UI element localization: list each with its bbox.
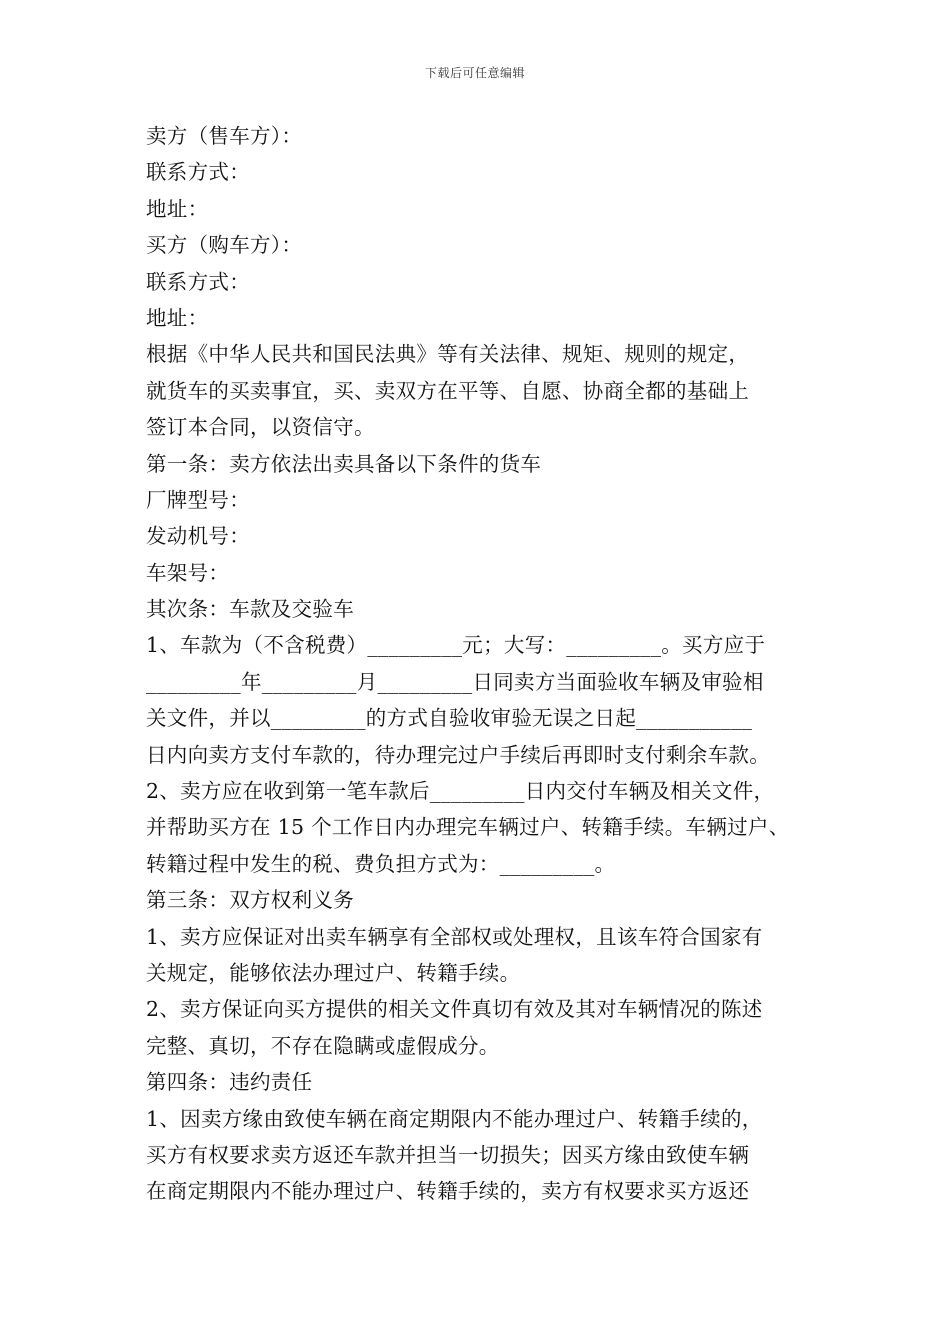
article-heading: 第一条：卖方依法出卖具备以下条件的货车 (146, 451, 542, 476)
clause-line: 关规定，能够依法办理过户、转籍手续。 (146, 960, 521, 985)
seller-label: 卖方（售车方）： (146, 124, 303, 148)
frame-number-label: 车架号： (146, 560, 230, 585)
article-heading: 第三条：双方权利义务 (146, 888, 354, 913)
clause-line: 买方有权要求卖方返还车款并担当一切损失；因买方缘由致使车辆 (146, 1142, 750, 1167)
clause-line: 完整、真切，不存在隐瞒或虚假成分。 (146, 1033, 500, 1058)
page-header-note: 下载后可任意编辑 (424, 66, 525, 80)
clause-line: _________年_________月_________日同卖方当面验收车辆及审验相 (146, 669, 764, 694)
buyer-label: 买方（购车方）： (146, 233, 303, 258)
seller-address-label: 地址： (146, 196, 209, 221)
clause-line: 日内向卖方支付车款的，待办理完过户手续后再即时支付剩余车款。 (146, 742, 770, 767)
clause-line: 转籍过程中发生的税、费负担方式为：_________。 (146, 851, 616, 876)
clause-line: 1、因卖方缘由致使车辆在商定期限内不能办理过户、转籍手续的， (146, 1106, 763, 1131)
article-heading: 第四条：违约责任 (146, 1070, 313, 1095)
seller-contact-label: 联系方式： (146, 160, 250, 185)
clause-line: 1、车款为（不含税费）_________元；大写：_________。买方应于 (146, 633, 766, 658)
clause-line: 2、卖方保证向买方提供的相关文件真切有效及其对车辆情况的陈述 (146, 997, 763, 1022)
brand-model-label: 厂牌型号： (146, 487, 250, 512)
clause-line: 在商定期限内不能办理过户、转籍手续的，卖方有权要求买方返还 (146, 1179, 750, 1204)
contract-body (146, 118, 836, 1210)
preamble-line: 根据《中华人民共和国民法典》等有关法律、规矩、规则的规定， (146, 342, 750, 367)
buyer-address-label: 地址： (146, 305, 209, 330)
clause-line: 并帮助买方在 15 个工作日内办理完车辆过户、转籍手续。车辆过户、 (146, 815, 790, 840)
engine-number-label: 发动机号： (146, 524, 250, 549)
buyer-contact-label: 联系方式： (146, 269, 250, 294)
clause-line: 关文件，并以_________的方式自验收审验无误之日起___________ (146, 706, 753, 731)
clause-line: 1、卖方应保证对出卖车辆享有全部权或处理权，且该车符合国家有 (146, 924, 763, 949)
clause-line: 2、卖方应在收到第一笔车款后_________日内交付车辆及相关文件， (146, 779, 775, 804)
article-heading: 其次条：车款及交验车 (146, 597, 354, 622)
preamble-line: 就货车的买卖事宜，买、卖双方在平等、自愿、协商全都的基础上 (146, 378, 750, 403)
preamble-line: 签订本合同，以资信守。 (146, 415, 375, 440)
